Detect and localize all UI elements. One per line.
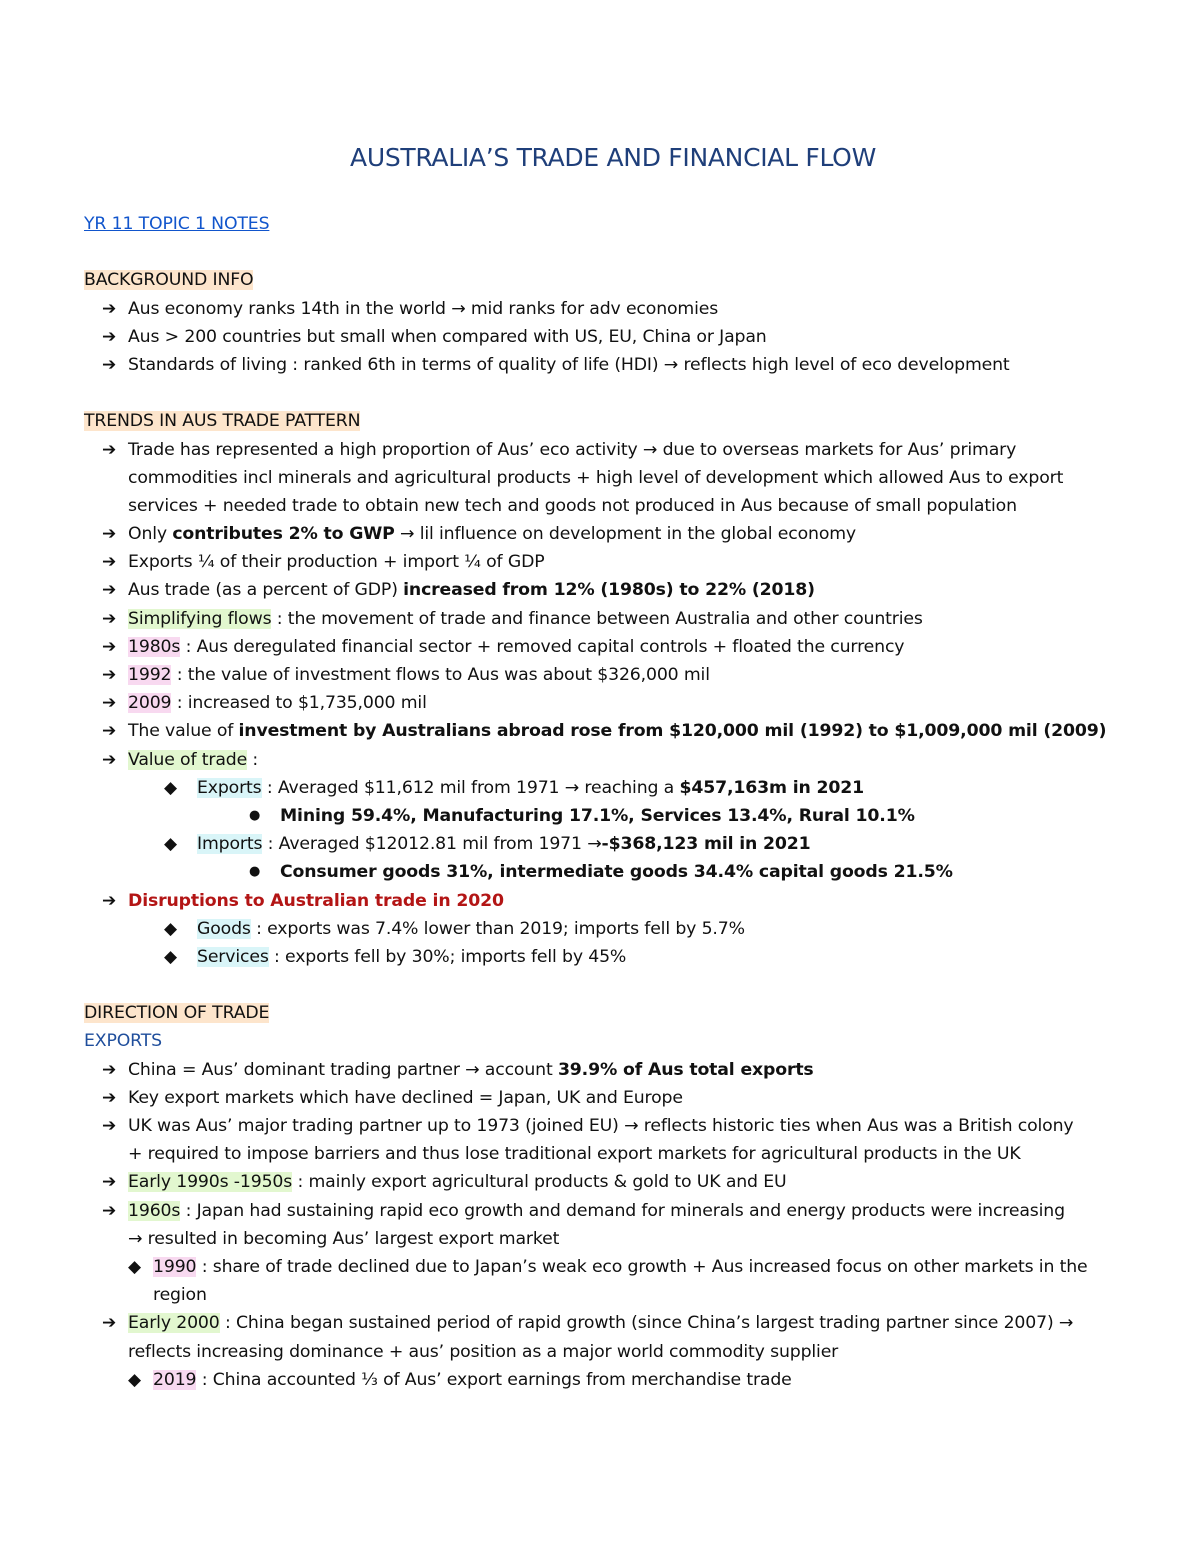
arrow-bullet-icon: ➔ <box>102 721 117 742</box>
diamond-bullet-icon: ◆ <box>128 1256 141 1277</box>
arrow-bullet-icon: ➔ <box>102 1313 117 1334</box>
item-text: : Aus deregulated financial sector + removed capital controls + floated the currency <box>180 636 905 657</box>
arrow-bullet-icon: ➔ <box>102 552 117 573</box>
list-item-continuation <box>84 492 1164 520</box>
arrow-bullet-icon: ➔ <box>102 1172 117 1193</box>
list-item <box>84 436 1164 464</box>
highlight-tag: 1990 <box>153 1256 197 1277</box>
sub-sub-list-item <box>84 802 1164 830</box>
list-item <box>84 351 1164 379</box>
item-text: : mainly export agricultural products & gold to UK and EU <box>292 1172 787 1193</box>
item-text: : share of trade declined due to Japan’s weak eco growth + Aus increased focus on other markets in the <box>196 1256 1088 1277</box>
sub-list-item <box>84 1366 1164 1394</box>
sub-list-item <box>84 1253 1164 1281</box>
arrow-bullet-icon: ➔ <box>102 326 117 347</box>
item-text: : China accounted ⅓ of Aus’ export earnings from merchandise trade <box>196 1369 792 1390</box>
item-text: UK was Aus’ major trading partner up to 1973 (joined EU) → reflects historic ties when Aus was a British colony <box>128 1116 1074 1136</box>
sub-sub-list-item <box>84 858 1164 886</box>
item-text: : increased to $1,735,000 mil <box>171 693 427 714</box>
list-item <box>84 295 1164 323</box>
arrow-bullet-icon: ➔ <box>102 524 117 545</box>
item-bold: contributes 2% to GWP <box>172 524 395 545</box>
item-text: reflects increasing dominance + aus’ position as a major world commodity supplier <box>128 1341 839 1362</box>
item-text: Key export markets which have declined = Japan, UK and Europe <box>128 1087 683 1108</box>
diamond-bullet-icon: ◆ <box>164 777 177 798</box>
list-item <box>84 661 1164 689</box>
subtitle-row <box>84 210 1164 238</box>
list-item <box>84 548 1164 576</box>
red-heading-text: Disruptions to Australian trade in 2020 <box>128 890 504 911</box>
list-item <box>84 520 1164 548</box>
dot-bullet-icon: ● <box>249 864 261 880</box>
section-heading-trends <box>84 407 1164 435</box>
arrow-bullet-icon: ➔ <box>102 665 117 685</box>
item-text: + required to impose barriers and thus lose traditional export markets for agricultural products in the UK <box>128 1144 1021 1165</box>
list-item <box>84 689 1164 717</box>
item-text: : exports fell by 30%; imports fell by 45% <box>268 946 627 967</box>
item-text: Aus > 200 countries but small when compared with US, EU, China or Japan <box>128 326 767 347</box>
item-bold: -$368,123 mil in 2021 <box>601 834 811 855</box>
spacer <box>84 238 1164 266</box>
highlight-tag: Goods <box>197 918 251 939</box>
item-text: Trade has represented a high proportion of Aus’ eco activity → due to overseas markets for Aus’ primary <box>128 439 1017 460</box>
highlight-tag: 1980s <box>128 636 181 657</box>
list-item <box>84 633 1164 661</box>
item-text: : Averaged $12012.81 mil from 1971 → <box>262 834 602 855</box>
list-item-continuation <box>84 1225 1164 1253</box>
list-item <box>84 1168 1164 1196</box>
page-title: AUSTRALIA’S TRADE AND FINANCIAL FLOW <box>350 143 876 172</box>
item-text: The value of <box>128 721 239 742</box>
item-text: Standards of living : ranked 6th in terms of quality of life (HDI) → reflects high level of eco development <box>128 354 1010 375</box>
item-text: : exports was 7.4% lower than 2019; imports fell by 5.7% <box>250 918 745 939</box>
highlight-tag: 2009 <box>128 693 172 714</box>
document-body <box>84 210 1164 1394</box>
item-text: region <box>153 1285 207 1306</box>
list-item-continuation <box>84 1140 1164 1168</box>
list-item-continuation <box>84 464 1164 492</box>
item-text: commodities incl minerals and agricultural products + high level of development which allowed Aus to export <box>128 467 1064 488</box>
highlight-tag: 1960s <box>128 1200 181 1221</box>
item-bold: increased from 12% (1980s) to 22% (2018) <box>403 580 815 601</box>
item-text: Aus trade (as a percent of GDP) <box>128 580 404 601</box>
sub-list-item <box>84 915 1164 943</box>
highlight-tag: Early 2000 <box>128 1313 220 1334</box>
diamond-bullet-icon: ◆ <box>164 834 177 855</box>
diamond-bullet-icon: ◆ <box>164 946 177 967</box>
item-text: : the value of investment flows to Aus was about $326,000 mil <box>171 665 710 685</box>
arrow-bullet-icon: ➔ <box>102 890 117 911</box>
arrow-bullet-icon: ➔ <box>102 608 117 629</box>
highlight-tag: 2019 <box>153 1369 197 1390</box>
highlight-tag: Value of trade <box>128 749 248 770</box>
item-bold: Consumer goods 31%, intermediate goods 34.4% capital goods 21.5% <box>280 862 953 883</box>
highlight-tag: Imports <box>197 834 263 855</box>
highlight-tag: Simplifying flows <box>128 608 272 629</box>
list-item <box>84 323 1164 351</box>
arrow-bullet-icon: ➔ <box>102 1059 117 1080</box>
item-bold: 39.9% of Aus total exports <box>557 1059 814 1080</box>
sub-list-item <box>84 830 1164 858</box>
heading-label: BACKGROUND INFO <box>84 270 254 291</box>
section-heading-background <box>84 266 1164 294</box>
sub-list-item-continuation <box>84 1281 1164 1309</box>
arrow-bullet-icon: ➔ <box>102 693 117 714</box>
list-item <box>84 605 1164 633</box>
item-text: : <box>247 749 259 770</box>
subheading-exports <box>84 1027 1164 1055</box>
arrow-bullet-icon: ➔ <box>102 1116 117 1136</box>
subtitle-link[interactable]: YR 11 TOPIC 1 NOTES <box>84 214 270 234</box>
list-item <box>84 746 1164 774</box>
item-text: Only <box>128 524 173 545</box>
sub-list-item <box>84 943 1164 971</box>
list-item <box>84 1197 1164 1225</box>
arrow-bullet-icon: ➔ <box>102 1087 117 1108</box>
highlight-tag: 1992 <box>128 665 172 685</box>
item-text: : Japan had sustaining rapid eco growth and demand for minerals and energy products were increasing <box>180 1200 1065 1221</box>
item-text: → lil influence on development in the global economy <box>394 524 857 545</box>
arrow-bullet-icon: ➔ <box>102 580 117 601</box>
diamond-bullet-icon: ◆ <box>128 1369 141 1390</box>
subheading-label: EXPORTS <box>84 1031 163 1052</box>
list-item <box>84 717 1164 745</box>
item-text: → resulted in becoming Aus’ largest export market <box>128 1228 560 1249</box>
item-text: : the movement of trade and finance between Australia and other countries <box>271 608 923 629</box>
list-item <box>84 1112 1164 1140</box>
list-item <box>84 887 1164 915</box>
arrow-bullet-icon: ➔ <box>102 298 117 319</box>
spacer <box>84 379 1164 407</box>
item-text: Aus economy ranks 14th in the world → mid ranks for adv economies <box>128 298 719 319</box>
list-item <box>84 576 1164 604</box>
heading-label: DIRECTION OF TRADE <box>84 1003 270 1024</box>
dot-bullet-icon: ● <box>249 807 261 823</box>
arrow-bullet-icon: ➔ <box>102 749 117 770</box>
item-text: : China began sustained period of rapid growth (since China’s largest trading partner since 2007) → <box>219 1313 1074 1334</box>
item-text: : Averaged $11,612 mil from 1971 → reaching a <box>261 777 680 798</box>
diamond-bullet-icon: ◆ <box>164 918 177 939</box>
item-text: Exports ¼ of their production + import ¼ of GDP <box>128 552 545 573</box>
arrow-bullet-icon: ➔ <box>102 354 117 375</box>
heading-label: TRENDS IN AUS TRADE PATTERN <box>84 411 361 432</box>
arrow-bullet-icon: ➔ <box>102 439 117 460</box>
item-text: China = Aus’ dominant trading partner → account <box>128 1059 558 1080</box>
list-item-continuation <box>84 1338 1164 1366</box>
spacer <box>84 971 1164 999</box>
item-bold: $457,163m in 2021 <box>679 777 865 798</box>
item-text: services + needed trade to obtain new tech and goods not produced in Aus because of small population <box>128 495 1017 516</box>
section-heading-direction <box>84 999 1164 1027</box>
arrow-bullet-icon: ➔ <box>102 1200 117 1221</box>
sub-list-item <box>84 774 1164 802</box>
highlight-tag: Early 1990s -1950s <box>128 1172 293 1193</box>
list-item <box>84 1084 1164 1112</box>
highlight-tag: Exports <box>197 777 262 798</box>
item-bold: Mining 59.4%, Manufacturing 17.1%, Services 13.4%, Rural 10.1% <box>280 805 915 826</box>
list-item <box>84 1056 1164 1084</box>
item-bold: investment by Australians abroad rose from $120,000 mil (1992) to $1,009,000 mil (2009) <box>238 721 1107 742</box>
arrow-bullet-icon: ➔ <box>102 636 117 657</box>
highlight-tag: Services <box>197 946 269 967</box>
list-item <box>84 1309 1164 1337</box>
